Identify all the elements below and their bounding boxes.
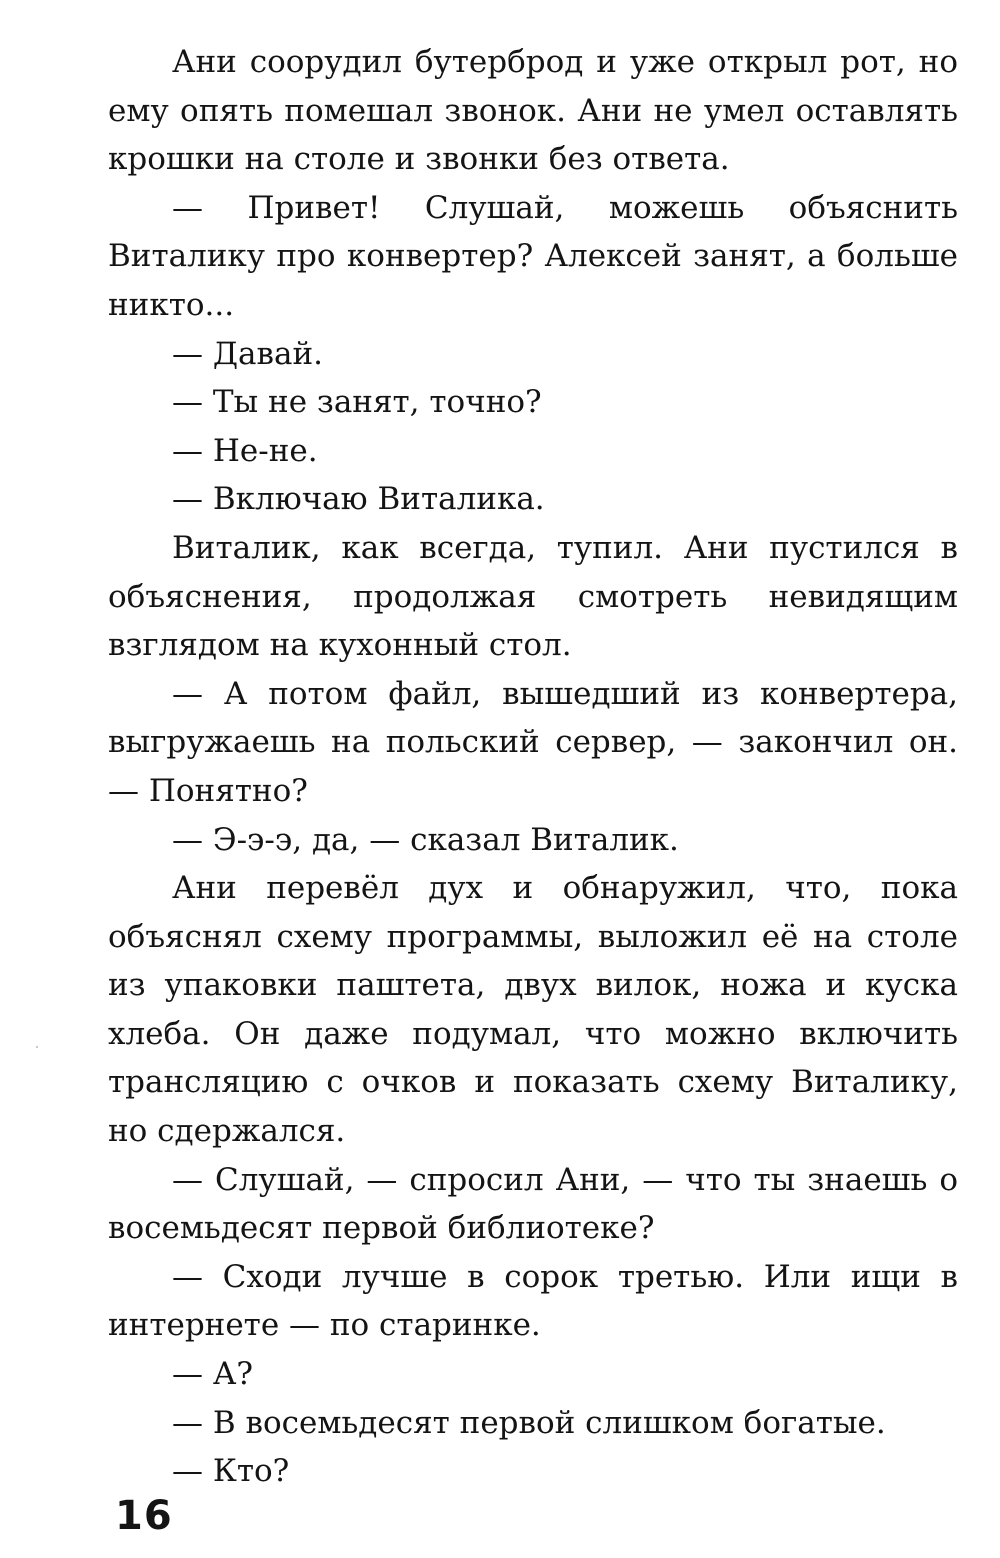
dialogue-line: — Давай. [172, 335, 323, 372]
paragraph: Ани соорудил бутерброд и уже открыл рот, но ему опять помешал звонок. Ани не умел оставлять крошки на столе и звонки без ответа. [108, 44, 958, 178]
dialogue-line: — Э-э-э, да, — сказал Виталик. [172, 821, 679, 858]
dialogue-line: — Ты не занят, точно? [172, 384, 542, 421]
body-text [108, 38, 958, 1496]
paragraph: Ани перевёл дух и обнаружил, что, пока объяснял схему программы, выложил её на столе из упаковки паштета, двух вилок, ножа и куска хлеба. Он даже подумал, что можно включить трансляцию с очков и показать схему Виталику, но сдержался. [108, 870, 958, 1150]
dialogue-line: — Не-не. [172, 432, 318, 469]
page-number: 16 [115, 1493, 173, 1539]
dialogue-line: — Включаю Виталика. [172, 481, 545, 518]
dialogue-line: — В восемьдесят первой слишком богатые. [172, 1404, 886, 1441]
dialogue-line: — А? [172, 1356, 253, 1393]
dialogue-line: — Сходи лучше в сорок третью. Или ищи в интернете — по старинке. [108, 1258, 958, 1344]
dialogue-line: — Слушай, — спросил Ани, — что ты знаешь о восемьдесят первой библиотеке? [108, 1161, 958, 1247]
dialogue-line: — Привет! Слушай, можешь объяснить Виталику про конвертер? Алексей занят, а больше никто... [108, 189, 958, 323]
dialogue-line: — Кто? [172, 1453, 290, 1490]
print-speck [36, 1046, 38, 1048]
dialogue-line: — А потом файл, вышедший из конвертера, выгружаешь на польский сервер, — закончил он. — Понятно? [108, 675, 958, 809]
paragraph: Виталик, как всегда, тупил. Ани пустился в объяснения, продолжая смотреть невидящим взглядом на кухонный стол. [108, 529, 958, 664]
